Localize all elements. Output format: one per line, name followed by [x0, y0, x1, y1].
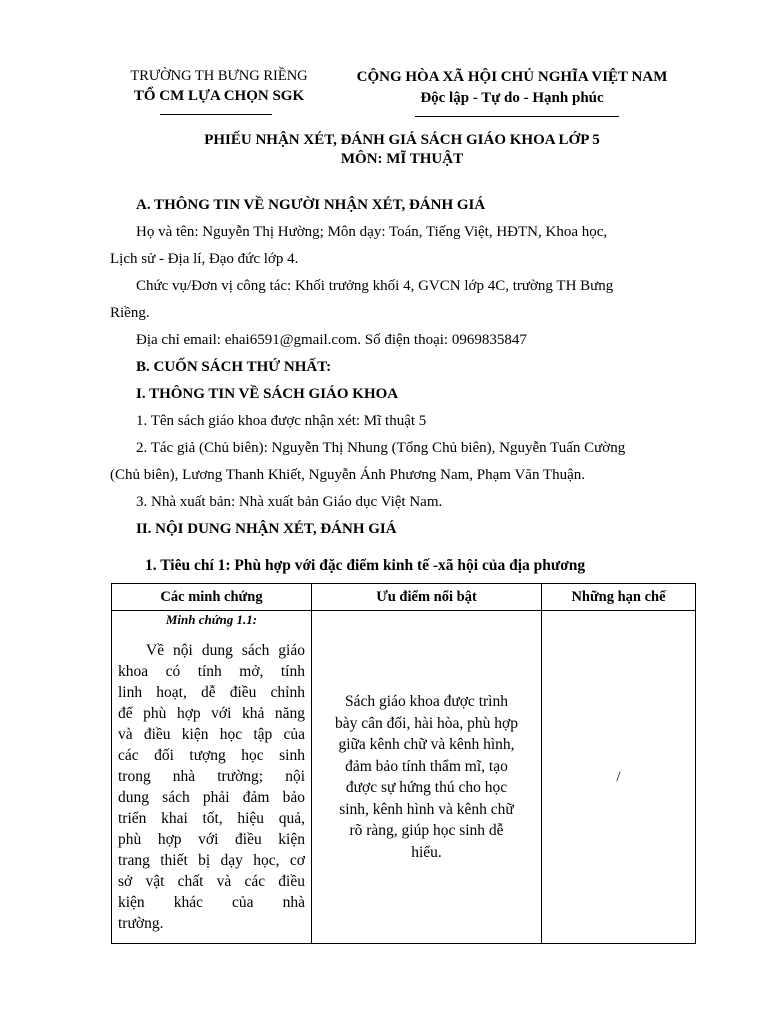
- nation-header: [326, 66, 698, 108]
- evidence-line: các đối tượng học sinh: [118, 747, 305, 764]
- document-title: [110, 131, 694, 169]
- criterion-1-heading: 1. Tiêu chí 1: Phù hợp với đặc điểm kinh tế -xã hội của địa phương: [145, 557, 586, 574]
- evaluation-table: [111, 583, 696, 944]
- evidence-line: Về nội dung sách giáo: [146, 642, 305, 659]
- book-info-heading: I. THÔNG TIN VỀ SÁCH GIÁO KHOA: [136, 386, 399, 402]
- advantage-line: đảm bảo tính thẩm mĩ, tạo: [345, 757, 508, 775]
- title-line-1: PHIẾU NHẬN XÉT, ĐÁNH GIÁ SÁCH GIÁO KHOA LỚP 5: [204, 132, 600, 148]
- reviewer-name-line-1: Họ và tên: Nguyễn Thị Hường; Môn dạy: Toán, Tiếng Việt, HĐTN, Khoa học,: [136, 224, 608, 240]
- title-line-2: MÔN: MĨ THUẬT: [340, 151, 464, 167]
- evidence-line: kiện khác của nhà: [118, 894, 305, 911]
- evidence-line: khoa có tính mở, tính: [118, 663, 305, 680]
- table-row: [112, 611, 696, 944]
- evidence-line: phù hợp với điều kiện: [118, 831, 305, 848]
- reviewer-position-line-2: Riềng.: [110, 305, 150, 321]
- advantages-cell: [312, 611, 542, 944]
- motto-underline: [415, 116, 619, 117]
- motto: Độc lập - Tự do - Hạnh phúc: [420, 90, 604, 106]
- reviewer-position-line-1: Chức vụ/Đơn vị công tác: Khối trưởng khối 4, GVCN lớp 4C, trường TH Bưng: [136, 278, 614, 294]
- section-a-heading: A. THÔNG TIN VỀ NGƯỜI NHẬN XÉT, ĐÁNH GIÁ: [136, 197, 486, 213]
- advantage-line: được sự hứng thú cho học: [345, 779, 508, 796]
- header-limitations: Những hạn chế: [542, 584, 696, 611]
- limitations-text: /: [616, 768, 621, 785]
- evidence-line: trường.: [118, 915, 164, 932]
- evidence-line: trong nhà trường; nội: [118, 768, 305, 785]
- advantages-text: [312, 691, 541, 863]
- school-header: [112, 66, 326, 106]
- school-name: TRƯỜNG TH BƯNG RIỀNG: [130, 68, 308, 84]
- limitations-cell: [542, 611, 696, 944]
- evidence-label: Minh chứng 1.1:: [165, 612, 258, 627]
- evidence-cell: [112, 611, 312, 944]
- reviewer-contact: Địa chỉ email: ehai6591@gmail.com. Số điện thoại: 0969835847: [136, 332, 527, 348]
- evidence-line: linh hoạt, dễ điều chỉnh: [118, 684, 305, 701]
- evidence-line: và điều kiện học tập của: [118, 726, 305, 743]
- evidence-line: để phù hợp với khả năng: [118, 705, 305, 722]
- evidence-line: sở vật chất và các điều: [118, 873, 305, 890]
- section-b-heading: B. CUỐN SÁCH THỨ NHẤT:: [136, 359, 332, 375]
- book-authors-line-2: (Chủ biên), Lương Thanh Khiết, Nguyễn Ánh Phương Nam, Phạm Văn Thuận.: [110, 467, 585, 483]
- group-name: TỔ CM LỰA CHỌN SGK: [133, 88, 305, 104]
- review-content-heading: II. NỘI DUNG NHẬN XÉT, ĐÁNH GIÁ: [136, 521, 397, 537]
- book-authors-line-1: 2. Tác giả (Chủ biên): Nguyễn Thị Nhung (Tổng Chủ biên), Nguyễn Tuấn Cường: [136, 440, 626, 456]
- advantage-line: sinh, kênh hình và kênh chữ: [339, 800, 514, 818]
- table-header-row: [112, 584, 696, 611]
- reviewer-name-line-2: Lịch sử - Địa lí, Đạo đức lớp 4.: [110, 251, 299, 267]
- advantage-line: giữa kênh chữ và kênh hình,: [338, 736, 515, 753]
- advantage-line: hiểu.: [411, 843, 442, 861]
- book-name: 1. Tên sách giáo khoa được nhận xét: Mĩ thuật 5: [136, 413, 427, 429]
- evidence-line: dung sách phải đảm bảo: [118, 789, 305, 806]
- evidence-text: [112, 628, 311, 934]
- book-publisher: 3. Nhà xuất bản: Nhà xuất bản Giáo dục Việt Nam.: [136, 494, 443, 510]
- nation-name: CỘNG HÒA XÃ HỘI CHỦ NGHĨA VIỆT NAM: [356, 69, 668, 85]
- header-evidence: Các minh chứng: [112, 584, 312, 611]
- evidence-line: trang thiết bị dạy học, cơ: [118, 852, 305, 869]
- advantage-line: bày cân đối, hài hòa, phù hợp: [335, 714, 518, 732]
- header-advantages: Ưu điểm nổi bật: [312, 584, 542, 611]
- school-underline: [160, 114, 272, 115]
- advantage-line: Sách giáo khoa được trình: [345, 693, 508, 710]
- section-a: [110, 192, 696, 543]
- advantage-line: rõ ràng, giúp học sinh dễ: [349, 822, 504, 839]
- evidence-line: triển khai tốt, hiệu quả,: [118, 810, 305, 827]
